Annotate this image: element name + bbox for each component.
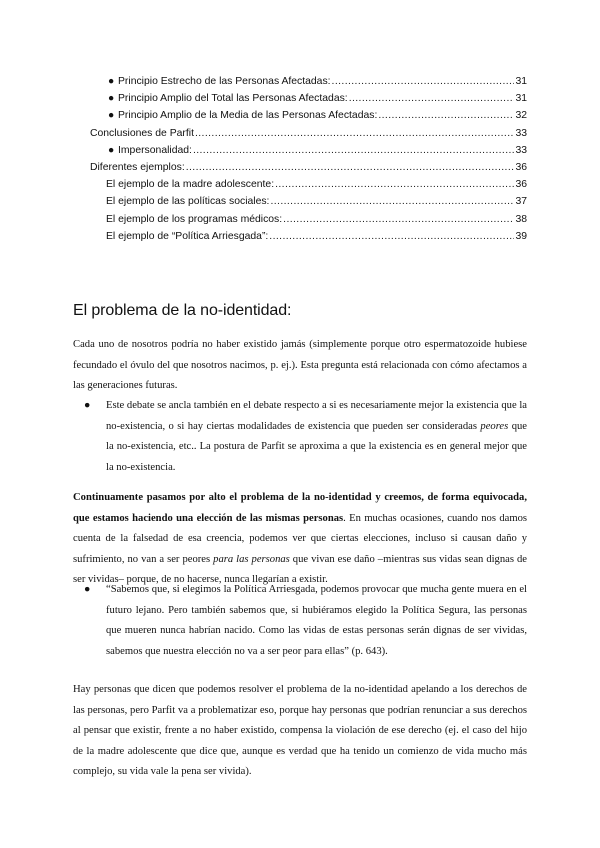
toc-entry-label: El ejemplo de “Política Arriesgada”: <box>106 230 269 242</box>
toc-leader-dots <box>195 125 514 142</box>
toc-entry[interactable] <box>106 176 527 193</box>
toc-leader-dots <box>269 228 514 245</box>
toc-entry[interactable] <box>90 125 527 142</box>
table-of-contents <box>0 73 600 245</box>
bullet-list-1 <box>84 396 527 478</box>
toc-entry[interactable] <box>108 142 527 159</box>
toc-page-number: 36 <box>515 179 527 191</box>
toc-page-number: 33 <box>515 127 527 139</box>
toc-entry-label: Principio Estrecho de las Personas Afectadas: <box>118 76 331 87</box>
toc-entry[interactable] <box>108 73 527 90</box>
toc-leader-dots <box>186 159 515 176</box>
toc-entry-label: Conclusiones de Parfit <box>90 127 194 139</box>
bullet-dot: ● <box>108 93 115 105</box>
toc-entry-label: El ejemplo de los programas médicos: <box>106 213 283 225</box>
toc-leader-dots <box>349 90 515 107</box>
toc-page-number: 37 <box>515 196 527 208</box>
bullet-dot: ● <box>108 144 115 156</box>
toc-leader-dots <box>270 193 514 210</box>
list-item: ● “Sabemos que, si elegimos la Política Arriesgada, podemos provocar que mucha gente muera en el futuro lejano. Pero también sabemos que, si hubiéramos elegido la Política Segura, las personas que mueren nunca habrían nacido. Como las vidas de estas personas serán dignas de ser vividas, sabemos que nuestra elección no va a ser peor para ellas” (p. 643). <box>84 580 527 662</box>
toc-entry-label: Principio Amplio de la Media de las Personas Afectadas: <box>118 110 378 122</box>
toc-page-number: 36 <box>515 161 527 173</box>
toc-page-number: 32 <box>515 110 527 122</box>
toc-leader-dots <box>283 211 514 228</box>
toc-entry[interactable] <box>108 107 527 124</box>
toc-leader-dots <box>275 176 514 193</box>
toc-entry[interactable] <box>90 159 527 176</box>
toc-leader-dots <box>332 73 515 90</box>
toc-page-number: 33 <box>515 144 527 156</box>
toc-entry[interactable] <box>106 228 527 245</box>
paragraph-rights: Hay personas que dicen que podemos resolver el problema de la no-identidad apelando a los derechos de las personas, pero Parfit va a problematizar eso, porque hay personas que podrían renunciar a sus derechos al pensar que existir, frente a no haber existido, compensa la violación de ese derecho (ej. el caso del hijo de la madre adolescente que dice que, aunque es verdad que ha tenido un comienzo de vida mucho más complejo, su vida vale la pena ser vivida). <box>73 684 527 777</box>
section-heading: El problema de la no-identidad: <box>73 302 292 319</box>
toc-entry-label: Principio Amplio del Total las Personas Afectadas: <box>118 93 348 105</box>
toc-entry-label: Diferentes ejemplos: <box>90 161 185 173</box>
toc-entry[interactable] <box>106 211 527 228</box>
bullet-dot: ● <box>84 584 91 595</box>
list-item: ● Este debate se ancla también en el debate respecto a si es necesariamente mejor la existencia que la no-existencia, o si hay ciertas modalidades de existencia que pueden ser consideradas peores que la no-existencia, etc.. La postura de Parfit se aproxima a que la existencia es en general mejor que la no-existencia. <box>84 396 527 478</box>
toc-page-number: 31 <box>515 76 527 87</box>
bullet-list-2 <box>84 580 527 662</box>
bullet-dot: ● <box>84 400 91 411</box>
toc-entry[interactable] <box>106 193 527 210</box>
toc-page-number: 39 <box>515 230 527 242</box>
toc-page-number: 38 <box>515 213 527 225</box>
bullet-dot: ● <box>108 110 115 122</box>
toc-entry-label: El ejemplo de la madre adolescente: <box>106 179 275 191</box>
toc-leader-dots <box>193 142 515 159</box>
paragraph-intro: Cada uno de nosotros podría no haber existido jamás (simplemente porque otro espermatozoide hubiese fecundado el óvulo del que nosotros nacimos, p. ej.). Esta pregunta está relacionada con cómo afectamos a las generaciones futuras. <box>73 339 527 391</box>
toc-entry[interactable] <box>108 90 527 107</box>
toc-entry-label: Impersonalidad: <box>118 144 192 156</box>
paragraph-main: Continuamente pasamos por alto el problema de la no-identidad y creemos, de forma equivocada, que estamos haciendo una elección de las mismas personas. En muchas ocasiones, cuando nos damos cuenta de la falsedad de esa creencia, podemos ver que ciertas elecciones, incluso si causan daño y sufrimiento, no van a ser peores para las personas que vivan ese daño –mientras sus vidas sean dignas de ser vividas– porque, de no hacerse, nunca llegarían a existir. <box>73 492 528 585</box>
toc-page-number: 31 <box>515 93 527 105</box>
toc-leader-dots <box>378 107 514 124</box>
toc-entry-label: El ejemplo de las políticas sociales: <box>106 196 270 208</box>
bullet-dot: ● <box>108 76 115 87</box>
